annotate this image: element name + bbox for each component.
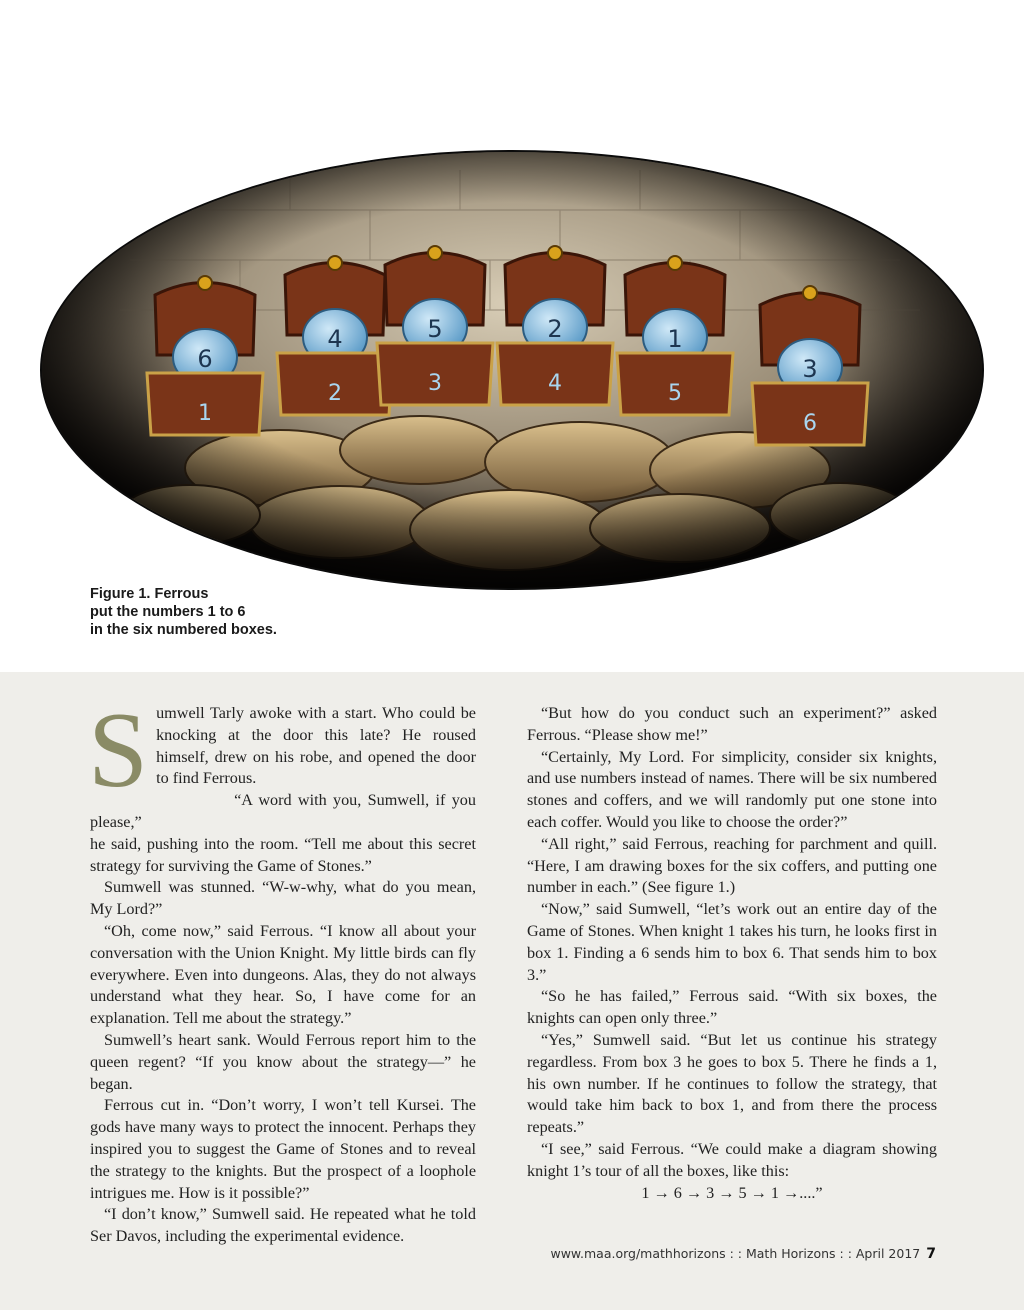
stone-label: 2 (547, 315, 563, 343)
paragraph: “All right,” said Ferrous, reaching for parchment and quill. “Here, I am drawing boxes for the six coffers, and putting one number in each.” (See figure 1.) (527, 834, 937, 897)
chest-box-3 (377, 246, 493, 405)
paragraph: “Certainly, My Lord. For simplicity, consider six knights, and use numbers instead of names. There will be six numbered stones and coffers, and we will randomly put one stone into each coffer. Would you like to choose the order?” (527, 747, 937, 831)
box-label: 5 (668, 381, 682, 406)
paragraph: he said, pushing into the room. “Tell me about this secret strategy for surviving the Game of Stones.” (90, 834, 476, 875)
drop-cap: S (88, 691, 149, 810)
chest-box-4 (497, 246, 613, 405)
paragraph: “So he has failed,” Ferrous said. “With six boxes, the knights can open only three.” (527, 987, 937, 1028)
chest-box-1 (147, 276, 263, 435)
box-label: 2 (328, 381, 342, 406)
paragraph: “Now,” said Sumwell, “let’s work out an entire day of the Game of Stones. When knight 1 takes his turn, he looks first in box 1. Finding a 6 sends him to box 6. That sends him to box 3.” (527, 900, 937, 984)
footer-text: www.maa.org/mathhorizons : : Math Horizons : : April 2017 (550, 1246, 921, 1261)
stone-label: 5 (427, 315, 443, 343)
article-column-right (527, 703, 937, 1204)
cycle-diagram-text: 1 → 6 → 3 → 5 → 1 →....” (641, 1183, 823, 1202)
stone-label: 1 (667, 325, 683, 353)
caption-line: in the six numbered boxes. (90, 622, 277, 638)
paragraph: “I don’t know,” Sumwell said. He repeated what he told Ser Davos, including the experimental evidence. (90, 1205, 476, 1246)
paragraph: “A word with you, Sumwell, if you please,” (90, 791, 476, 831)
paragraph: Sumwell’s heart sank. Would Ferrous report him to the queen regent? “If you know about the strategy—” he began. (90, 1030, 476, 1093)
article-column-left (88, 691, 476, 1248)
chest-box-5 (617, 256, 733, 415)
box-label: 4 (548, 371, 562, 396)
figure-caption (90, 585, 350, 639)
paragraph: Sumwell Tarly awoke with a start. Who could be knocking at the door this late? He roused himself, drew on his robe, and opened the door to find Ferrous. (88, 691, 476, 810)
paragraph: “But how do you conduct such an experiment?” asked Ferrous. “Please show me!” (527, 704, 937, 744)
chest-box-6 (752, 286, 868, 445)
box-label: 3 (428, 371, 442, 396)
stone-label: 6 (197, 345, 213, 373)
box-label: 6 (803, 411, 817, 436)
chest-box-2 (277, 256, 393, 415)
page-number: 7 (926, 1246, 936, 1262)
paragraph: Ferrous cut in. “Don’t worry, I won’t tell Kursei. The gods have many ways to protect the innocent. Perhaps they inspired you to suggest the Game of Stones and to reveal the strategy to the knights. But the prospect of a loophole intrigues me. How is it possible?” (90, 1096, 476, 1202)
paragraph: Sumwell was stunned. “W-w-why, what do you mean, My Lord?” (90, 878, 476, 919)
chests-illustration (40, 150, 984, 590)
caption-line: Figure 1. Ferrous (90, 586, 209, 602)
stone-label: 3 (802, 355, 818, 383)
caption-line: put the numbers 1 to 6 (90, 604, 246, 620)
box-label: 1 (198, 401, 212, 426)
page-footer (550, 1246, 936, 1262)
paragraph: “Oh, come now,” said Ferrous. “I know all about your conversation with the Union Knight. My little birds can fly everywhere. Even into dungeons. Alas, they do not always understand what they hear. So, I have come for an explanation. Tell me about the strategy.” (90, 921, 476, 1028)
paragraph: “I see,” said Ferrous. “We could make a diagram showing knight 1’s tour of all the boxes, like this: (527, 1139, 937, 1180)
paragraph: “Yes,” Sumwell said. “But let us continue his strategy regardless. From box 3 he goes to box 5. There he finds a 1, his own number. If he continues to follow the strategy, that would take him back to box 1, and from there the process repeats.” (527, 1030, 937, 1137)
stone-label: 4 (327, 325, 343, 353)
